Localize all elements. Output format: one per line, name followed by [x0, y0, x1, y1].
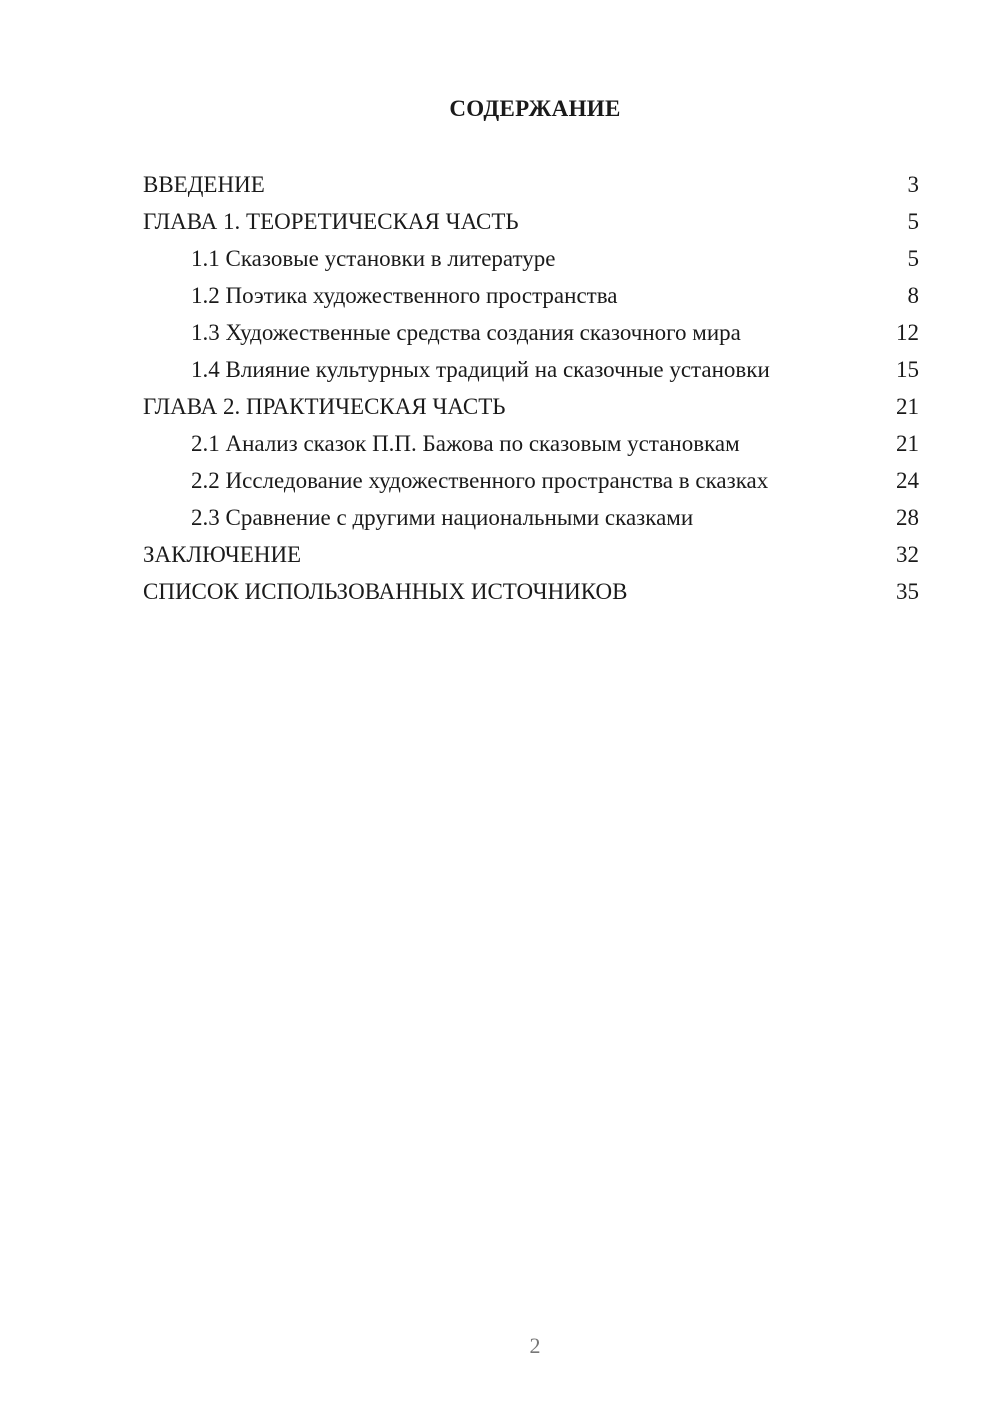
toc-entry-section-1-3 — [143, 314, 919, 351]
toc-entry-section-2-3 — [143, 499, 919, 536]
toc-entry-section-1-2 — [143, 277, 919, 314]
toc-entry-page: 32 — [896, 542, 919, 567]
toc-entry-label: 1.2 Поэтика художественного пространства — [191, 283, 618, 308]
toc-entry-page: 5 — [907, 209, 919, 234]
toc-entry-chapter-2 — [143, 388, 919, 425]
toc-entry-page: 15 — [896, 357, 919, 382]
toc-entry-label: 1.1 Сказовые установки в литературе — [191, 246, 556, 271]
toc-entry-section-1-1 — [143, 240, 919, 277]
toc-entry-introduction — [143, 166, 919, 203]
toc-entry-label: ВВЕДЕНИЕ — [143, 172, 265, 197]
toc-entry-label: 2.1 Анализ сказок П.П. Бажова по сказовым установкам — [191, 431, 740, 456]
toc-entry-page: 35 — [896, 579, 919, 604]
toc-entry-section-2-1 — [143, 425, 919, 462]
toc-entry-label: 2.2 Исследование художественного пространства в сказках — [191, 468, 769, 493]
toc-entry-page: 3 — [907, 172, 919, 197]
toc-entry-section-1-4 — [143, 351, 919, 388]
toc-entry-page: 24 — [896, 468, 919, 493]
toc-entry-chapter-1 — [143, 203, 919, 240]
page-number: 2 — [529, 1333, 541, 1358]
toc-entry-label: 2.3 Сравнение с другими национальными сказками — [191, 505, 694, 530]
toc-entry-label: ГЛАВА 1. ТЕОРЕТИЧЕСКАЯ ЧАСТЬ — [143, 209, 519, 234]
toc-entry-label: ГЛАВА 2. ПРАКТИЧЕСКАЯ ЧАСТЬ — [143, 394, 506, 419]
toc-entry-references — [143, 573, 919, 610]
toc-entry-conclusion — [143, 536, 919, 573]
page-title: СОДЕРЖАНИЕ — [449, 96, 621, 121]
toc-entry-label: ЗАКЛЮЧЕНИЕ — [143, 542, 302, 567]
toc-entry-page: 21 — [896, 431, 919, 456]
toc-entry-page: 5 — [907, 246, 919, 271]
toc-entry-label: СПИСОК ИСПОЛЬЗОВАННЫХ ИСТОЧНИКОВ — [143, 579, 628, 604]
toc-entry-page: 28 — [896, 505, 919, 530]
table-of-contents — [143, 166, 919, 610]
toc-entry-page: 8 — [907, 283, 919, 308]
toc-entry-section-2-2 — [143, 462, 919, 499]
toc-entry-label: 1.3 Художественные средства создания сказочного мира — [191, 320, 741, 345]
toc-entry-label: 1.4 Влияние культурных традиций на сказочные установки — [191, 357, 770, 382]
toc-entry-page: 12 — [896, 320, 919, 345]
toc-entry-page: 21 — [896, 394, 919, 419]
